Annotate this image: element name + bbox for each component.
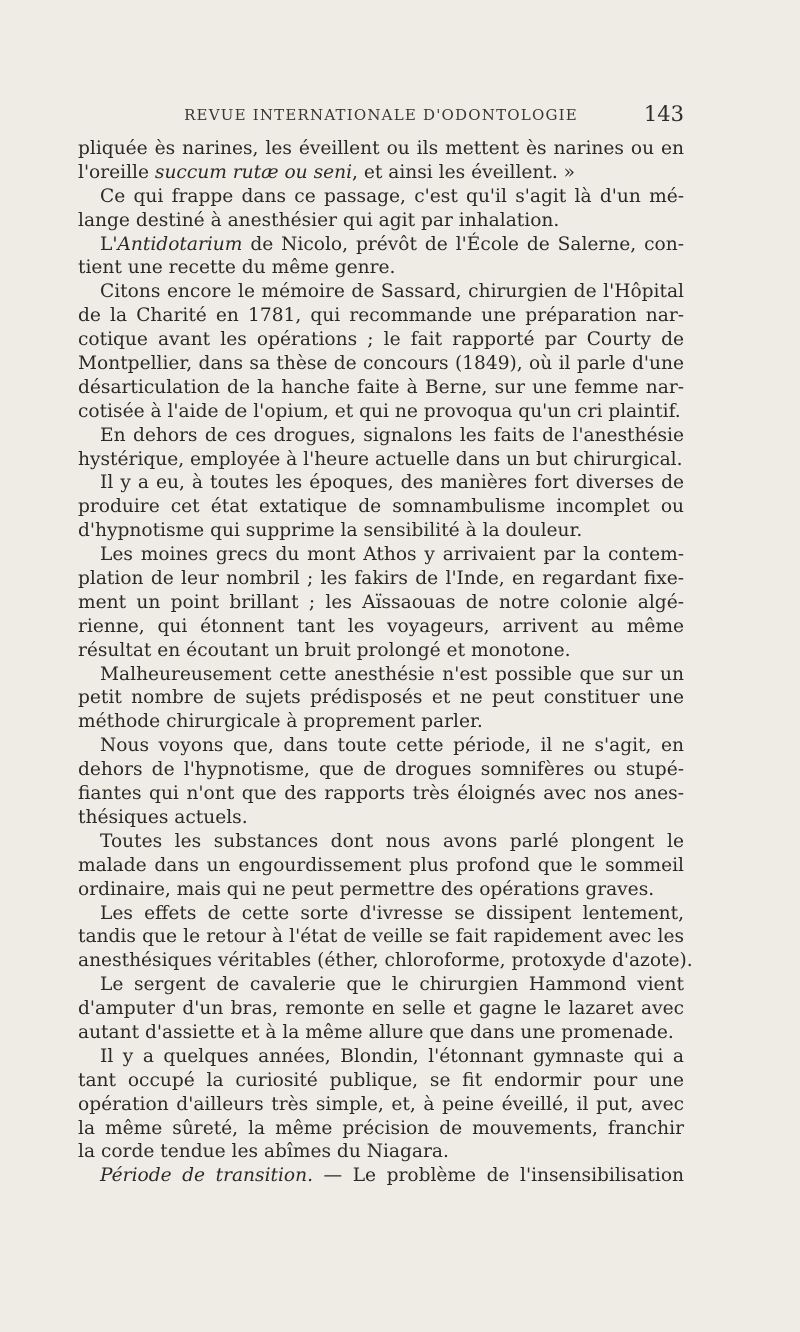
italic-text: Antidotarium [117,233,243,255]
text-line [78,1069,684,1093]
text-segment: tient une recette du même genre. [78,257,396,279]
text-line [78,615,684,639]
text-segment: Ce qui frappe dans ce passage, c'est qu'il s'agit là d'un mé- [100,185,684,207]
text-line [78,137,684,161]
text-line [78,304,684,328]
text-line [78,1140,684,1164]
text-segment: hystérique, employée à l'heure actuelle dans un but chirurgical. [78,448,683,470]
text-line [78,1164,684,1188]
text-segment: En dehors de ces drogues, signalons les faits de l'anesthésie [100,424,684,446]
text-line [78,591,684,615]
text-line [78,185,684,209]
text-line [78,973,684,997]
text-segment: de la Charité en 1781, qui recommande une préparation nar- [78,305,684,327]
text-segment: lange destiné à anesthésier qui agit par inhalation. [78,209,560,231]
text-line [78,854,684,878]
text-segment: Toutes les substances dont nous avons parlé plongent le [100,830,684,852]
text-segment: rienne, qui étonnent tant les voyageurs, arrivent au même [78,615,684,637]
text-segment: la corde tendue les abîmes du Niagara. [78,1141,449,1163]
text-segment: tant occupé la curiosité publique, se fit endormir pour une [78,1069,684,1091]
text-segment: Il y a eu, à toutes les époques, des manières fort diverses de [100,472,684,494]
body-text [78,137,693,1188]
text-segment: résultat en écoutant un bruit prolongé et monotone. [78,639,571,661]
text-line [78,782,684,806]
text-line [78,1045,684,1069]
text-line [78,448,684,472]
text-line [78,663,684,687]
text-line [78,710,684,734]
text-line [78,925,684,949]
text-segment: autant d'assiette et à la même allure que dans une promenade. [78,1021,674,1043]
text-line [78,830,684,854]
text-segment: L' [100,233,118,255]
text-line [78,161,684,185]
text-segment: Citons encore le mémoire de Sassard, chirurgien de l'Hôpital [100,281,684,303]
page-header [78,102,684,130]
text-segment: désarticulation de la hanche faite à Berne, sur une femme nar- [78,376,684,398]
text-line [78,376,684,400]
text-line [78,471,684,495]
text-segment: , et ainsi les éveillent. » [352,161,576,183]
text-segment: anesthésiques véritables (éther, chloroforme, protoxyde d'azote). [78,950,693,972]
text-segment: fiantes qui n'ont que des rapports très éloignés avec nos anes- [78,783,684,805]
text-segment: Les moines grecs du mont Athos y arrivaient par la contem- [100,544,684,566]
text-line [78,639,684,663]
text-segment: ment un point brillant ; les Aïssaouas de notre colonie algé- [78,591,684,613]
text-line [78,400,684,424]
text-line [78,209,684,233]
text-segment: thésiques actuels. [78,806,248,828]
text-segment: cotique avant les opérations ; le fait rapporté par Courty de [78,329,684,351]
text-line [78,233,684,257]
text-segment: de Nicolo, prévôt de l'École de Salerne, con- [242,233,684,255]
text-segment: ordinaire, mais qui ne peut permettre des opérations graves. [78,878,655,900]
text-segment: la même sûreté, la même précision de mouvements, franchir [78,1117,684,1139]
text-segment: méthode chirurgicale à proprement parler. [78,711,483,733]
text-line [78,1117,684,1141]
text-line [78,997,684,1021]
text-line [78,1021,684,1045]
italic-text: succum rutæ ou seni [154,161,353,183]
text-line [78,567,684,591]
text-segment: opération d'ailleurs très simple, et, à peine éveillé, il put, avec [78,1093,684,1115]
text-line [78,352,684,376]
text-segment: Malheureusement cette anesthésie n'est possible que sur un [100,663,684,685]
text-segment: Montpellier, dans sa thèse de concours (1849), où il parle d'une [78,353,684,375]
text-line [78,902,684,926]
text-segment: produire cet état extatique de somnambulisme incomplet ou [78,496,684,518]
text-line [78,495,684,519]
text-line [78,734,684,758]
text-segment: petit nombre de sujets prédisposés et ne peut constituer une [78,687,684,709]
running-title: REVUE INTERNATIONALE D'ODONTOLOGIE [184,106,578,124]
text-segment: dehors de l'hypnotisme, que de drogues somnifères ou stupé- [78,759,684,781]
text-segment: plation de leur nombril ; les fakirs de l'Inde, en regardant fixe- [78,568,684,590]
text-line [78,758,684,782]
text-segment: Le sergent de cavalerie que le chirurgien Hammond vient [100,974,684,996]
text-segment: malade dans un engourdissement plus profond que le sommeil [78,854,684,876]
text-segment: tandis que le retour à l'état de veille se fait rapidement avec les [78,926,684,948]
text-line [78,806,684,830]
text-segment: pliquée ès narines, les éveillent ou ils mettent ès narines ou en [78,138,684,159]
text-line [78,424,684,448]
italic-text: Période de transition. [100,1165,314,1187]
text-segment: Nous voyons que, dans toute cette période, il ne s'agit, en [100,735,684,757]
text-line [78,256,684,280]
text-segment: Il y a quelques années, Blondin, l'étonnant gymnaste qui a [100,1045,684,1067]
text-line [78,543,684,567]
text-segment: d'hypnotisme qui supprime la sensibilité à la douleur. [78,520,583,542]
text-line [78,878,684,902]
text-line [78,686,684,710]
text-line [78,519,684,543]
text-line [78,280,684,304]
text-line [78,1093,684,1117]
text-line [78,949,693,973]
page-number: 143 [643,102,684,126]
text-segment: cotisée à l'aide de l'opium, et qui ne provoqua qu'un cri plaintif. [78,400,681,422]
text-segment: Les effets de cette sorte d'ivresse se dissipent lentement, [100,902,684,924]
text-line [78,328,684,352]
text-segment: l'oreille [78,161,155,183]
text-segment: — Le problème de l'insensibilisation [313,1165,684,1187]
text-segment: d'amputer d'un bras, remonte en selle et gagne le lazaret avec [78,998,684,1020]
